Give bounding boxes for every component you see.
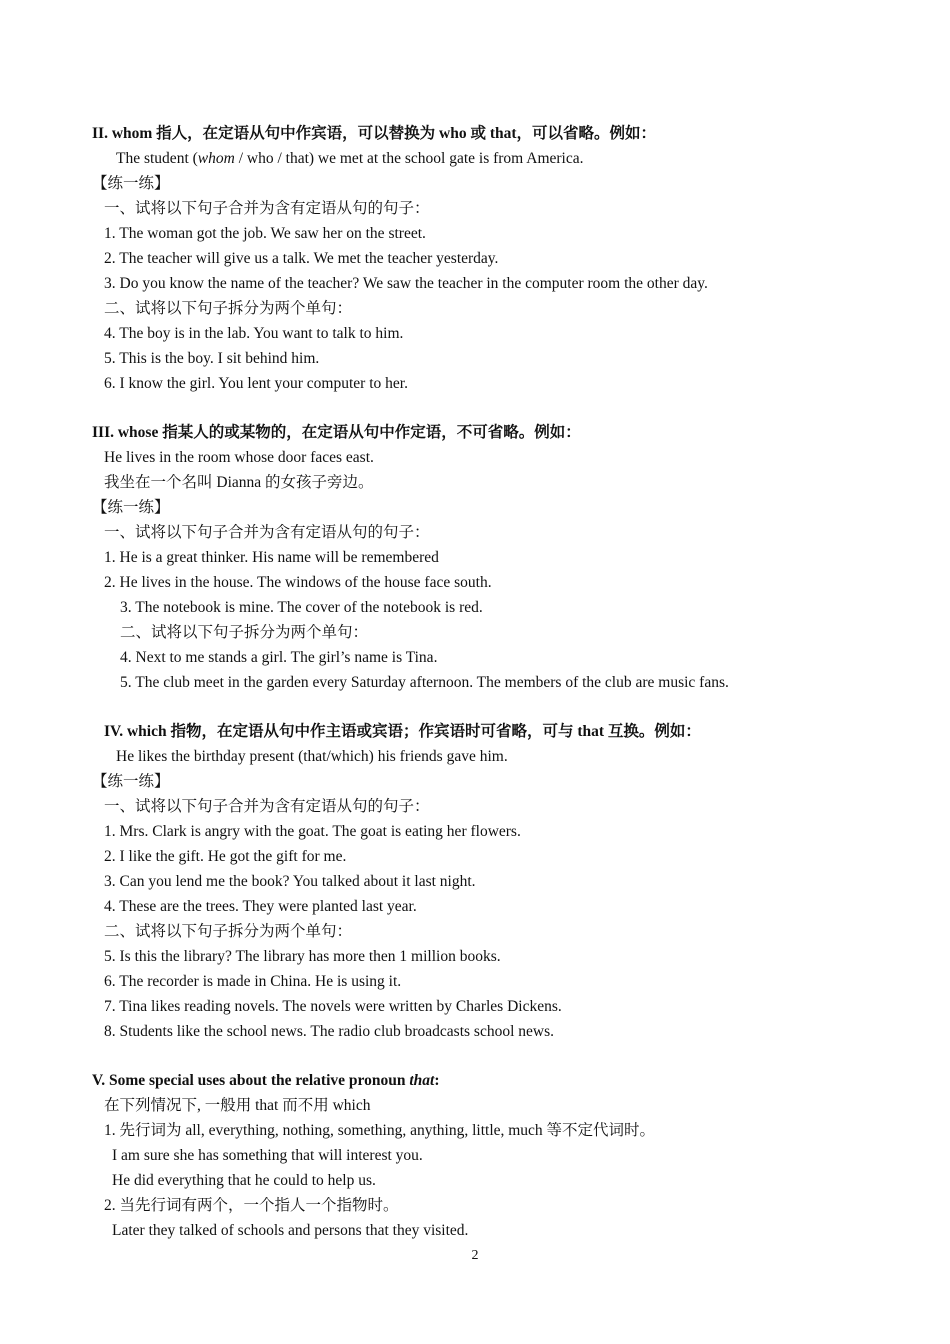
section-2-example: The student (whom / who / that) we met at the school gate is from America. [116, 150, 584, 167]
exercise-item: 5. This is the boy. I sit behind him. [104, 350, 320, 367]
task-combine: 一、试将以下句子合并为含有定语从句的句子： [104, 524, 430, 541]
exercise-item: 5. Is this the library? The library has more then 1 million books. [104, 948, 501, 965]
exercise-item: 6. I know the girl. You lent your computer to her. [104, 375, 408, 392]
practice-label: 【练一练】 [92, 773, 170, 790]
task-split: 二、试将以下句子拆分为两个单句： [104, 300, 353, 317]
rule-example: He did everything that he could to help us. [112, 1172, 376, 1189]
section-4-example: He likes the birthday present (that/which) his friends gave him. [116, 748, 508, 765]
rule-example: Later they talked of schools and persons that they visited. [112, 1222, 469, 1239]
exercise-item: 2. He lives in the house. The windows of the house face south. [104, 574, 492, 591]
section-5-intro: 在下列情况下, 一般用 that 而不用 which [104, 1097, 371, 1114]
exercise-item: 2. The teacher will give us a talk. We met the teacher yesterday. [104, 250, 499, 267]
exercise-item: 3. Can you lend me the book? You talked about it last night. [104, 873, 476, 890]
section-2-heading: II. whom 指人，在定语从句中作宾语，可以替换为 who 或 that，可以省略。例如： [92, 125, 657, 142]
page-number: 2 [471, 1248, 479, 1263]
task-split: 二、试将以下句子拆分为两个单句： [120, 624, 369, 641]
task-combine: 一、试将以下句子合并为含有定语从句的句子： [104, 798, 430, 815]
exercise-item: 4. Next to me stands a girl. The girl’s name is Tina. [120, 649, 438, 666]
exercise-item: 6. The recorder is made in China. He is using it. [104, 973, 402, 990]
rule-item: 2. 当先行词有两个，一个指人一个指物时。 [104, 1197, 399, 1214]
section-5-heading: V. Some special uses about the relative pronoun that: [92, 1072, 440, 1089]
practice-label: 【练一练】 [92, 175, 170, 192]
section-3-example: He lives in the room whose door faces east. [104, 449, 374, 466]
exercise-item: 3. The notebook is mine. The cover of the notebook is red. [120, 599, 483, 616]
exercise-item: 1. Mrs. Clark is angry with the goat. The goat is eating her flowers. [104, 823, 521, 840]
section-3-example: 我坐在一个名叫 Dianna 的女孩子旁边。 [104, 474, 374, 491]
practice-label: 【练一练】 [92, 499, 170, 516]
exercise-item: 8. Students like the school news. The radio club broadcasts school news. [104, 1023, 554, 1040]
exercise-item: 5. The club meet in the garden every Saturday afternoon. The members of the club are music fans. [120, 674, 729, 691]
task-combine: 一、试将以下句子合并为含有定语从句的句子： [104, 200, 430, 217]
rule-example: I am sure she has something that will interest you. [112, 1147, 423, 1164]
section-3-heading: III. whose 指某人的或某物的，在定语从句中作定语，不可省略。例如： [92, 424, 581, 441]
exercise-item: 1. He is a great thinker. His name will be remembered [104, 549, 439, 566]
exercise-item: 4. The boy is in the lab. You want to talk to him. [104, 325, 404, 342]
task-split: 二、试将以下句子拆分为两个单句： [104, 923, 353, 940]
exercise-item: 2. I like the gift. He got the gift for me. [104, 848, 347, 865]
section-4-heading: IV. which 指物，在定语从句中作主语或宾语；作宾语时可省略，可与 that 互换。例如： [104, 723, 701, 740]
exercise-item: 7. Tina likes reading novels. The novels were written by Charles Dickens. [104, 998, 562, 1015]
exercise-item: 3. Do you know the name of the teacher? We saw the teacher in the computer room the other day. [104, 275, 708, 292]
exercise-item: 4. These are the trees. They were planted last year. [104, 898, 417, 915]
rule-item: 1. 先行词为 all, everything, nothing, something, anything, little, much 等不定代词时。 [104, 1122, 656, 1139]
exercise-item: 1. The woman got the job. We saw her on the street. [104, 225, 426, 242]
